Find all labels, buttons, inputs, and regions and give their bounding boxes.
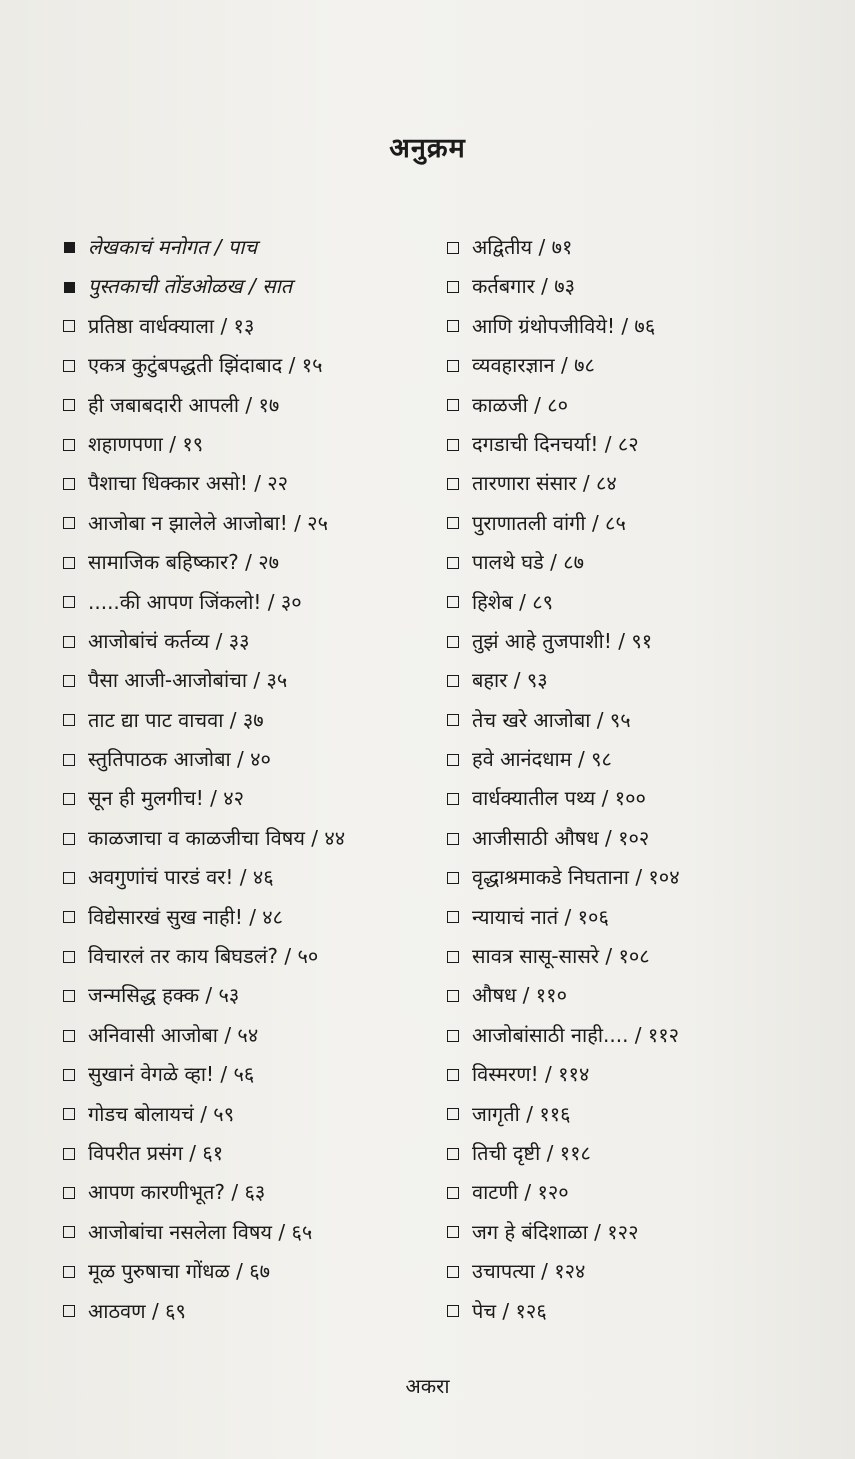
checkbox-square-icon	[447, 399, 459, 411]
contents-entry-text: बहार / ९३	[472, 668, 548, 693]
contents-entry	[62, 976, 442, 1015]
checkbox-square-icon	[447, 320, 459, 332]
contents-entry-text: शहाणपणा / १९	[88, 431, 204, 456]
contents-entry-text: विद्येसारखं सुख नाही! / ४८	[88, 904, 284, 929]
contents-entry-text: पुराणातली वांगी / ८५	[472, 510, 626, 535]
contents-entry	[62, 701, 442, 740]
contents-entry	[62, 267, 442, 306]
checkbox-square-icon	[63, 320, 75, 332]
checkbox-square-icon	[63, 1108, 75, 1120]
contents-entry	[446, 740, 846, 779]
contents-entry	[446, 543, 846, 582]
contents-entry-text: तारणारा संसार / ८४	[472, 471, 617, 496]
checkbox-square-icon	[447, 360, 459, 372]
contents-entry-text: पैसा आजी-आजोबांचा / ३५	[88, 668, 288, 693]
contents-entry	[62, 583, 442, 622]
checkbox-square-icon	[447, 517, 459, 529]
contents-entry	[62, 1292, 442, 1331]
contents-entry	[446, 622, 846, 661]
checkbox-square-icon	[63, 517, 75, 529]
checkbox-square-icon	[447, 754, 459, 766]
contents-entry-text: जन्मसिद्ध हक्क / ५३	[88, 983, 240, 1008]
contents-entry-text: वार्धक्यातील पथ्य / १००	[472, 786, 646, 811]
contents-entry	[446, 386, 846, 425]
contents-entry	[62, 307, 442, 346]
contents-entry-text: विपरीत प्रसंग / ६१	[88, 1140, 224, 1165]
checkbox-square-icon	[63, 675, 75, 687]
contents-entry-text: तेच खरे आजोबा / ९५	[472, 707, 631, 732]
contents-entry-text: आजोबांचा नसलेला विषय / ६५	[88, 1219, 313, 1244]
checkbox-square-icon	[63, 478, 75, 490]
checkbox-square-icon	[447, 636, 459, 648]
contents-entry	[62, 779, 442, 818]
contents-entry-text: हवे आनंदधाम / ९८	[472, 747, 612, 772]
contents-entry	[446, 819, 846, 858]
checkbox-square-icon	[447, 1266, 459, 1278]
contents-entry-text: आपण कारणीभूत? / ६३	[88, 1180, 266, 1205]
contents-entry	[62, 504, 442, 543]
contents-entry	[62, 1095, 442, 1134]
contents-entry-text: अद्वितीय / ७१	[472, 235, 573, 259]
contents-entry-text: .....की आपण जिंकलो! / ३०	[88, 589, 302, 614]
checkbox-square-icon	[447, 911, 459, 923]
page-title: अनुक्रम	[389, 133, 466, 164]
checkbox-square-icon	[447, 557, 459, 569]
checkbox-square-icon	[447, 714, 459, 726]
contents-entry	[62, 228, 442, 267]
contents-entry-text: पालथे घडे / ८७	[472, 550, 585, 575]
contents-entry-text: वृद्धाश्रमाकडे निघताना / १०४	[472, 865, 680, 890]
contents-entry	[62, 1016, 442, 1055]
contents-entry	[446, 661, 846, 700]
contents-entry	[62, 819, 442, 858]
contents-entry-text: तिची दृष्टी / ११८	[472, 1140, 591, 1165]
contents-entry	[446, 583, 846, 622]
contents-entry	[446, 464, 846, 503]
contents-entry	[62, 661, 442, 700]
contents-entry-text: मूळ पुरुषाचा गोंधळ / ६७	[88, 1259, 271, 1284]
contents-column-right	[446, 228, 846, 1331]
filled-square-icon	[64, 282, 75, 293]
contents-entry	[62, 1173, 442, 1212]
contents-entry-text: अनिवासी आजोबा / ५४	[88, 1022, 259, 1047]
checkbox-square-icon	[447, 1305, 459, 1317]
contents-entry	[62, 425, 442, 464]
checkbox-square-icon	[447, 596, 459, 608]
contents-entry	[446, 976, 846, 1015]
checkbox-square-icon	[447, 1148, 459, 1160]
checkbox-square-icon	[447, 793, 459, 805]
checkbox-square-icon	[63, 833, 75, 845]
contents-entry-text: विस्मरण! / ११४	[472, 1062, 590, 1087]
checkbox-square-icon	[63, 754, 75, 766]
checkbox-square-icon	[63, 1226, 75, 1238]
contents-entry-text: वाटणी / १२०	[472, 1180, 569, 1205]
contents-entry-text: न्यायाचं नातं / १०६	[472, 904, 609, 929]
contents-entry-text: पैशाचा धिक्कार असो! / २२	[88, 471, 289, 496]
contents-entry	[446, 1016, 846, 1055]
checkbox-square-icon	[447, 281, 459, 293]
contents-entry-text: प्रतिष्ठा वार्धक्याला / १३	[88, 313, 255, 338]
checkbox-square-icon	[63, 714, 75, 726]
checkbox-square-icon	[63, 557, 75, 569]
checkbox-square-icon	[63, 872, 75, 884]
checkbox-square-icon	[447, 1226, 459, 1238]
checkbox-square-icon	[63, 793, 75, 805]
checkbox-square-icon	[63, 1266, 75, 1278]
contents-entry-text: आजीसाठी औषध / १०२	[472, 825, 650, 850]
contents-entry	[446, 1173, 846, 1212]
contents-entry-text: व्यवहारज्ञान / ७८	[472, 353, 595, 378]
page-number: अकरा	[405, 1374, 450, 1398]
checkbox-square-icon	[63, 1030, 75, 1042]
checkbox-square-icon	[63, 951, 75, 963]
contents-entry-text: आजोबांचं कर्तव्य / ३३	[88, 628, 250, 653]
checkbox-square-icon	[63, 360, 75, 372]
contents-entry	[62, 858, 442, 897]
contents-entry-text: जागृती / ११६	[472, 1101, 571, 1126]
contents-entry	[446, 898, 846, 937]
checkbox-square-icon	[63, 911, 75, 923]
checkbox-square-icon	[447, 242, 459, 254]
contents-entry	[62, 898, 442, 937]
contents-entry	[446, 1213, 846, 1252]
contents-entry-text: सावत्र सासू-सासरे / १०८	[472, 944, 650, 969]
checkbox-square-icon	[447, 990, 459, 1002]
checkbox-square-icon	[63, 1305, 75, 1317]
checkbox-square-icon	[63, 596, 75, 608]
contents-column-left	[62, 228, 442, 1331]
checkbox-square-icon	[447, 872, 459, 884]
checkbox-square-icon	[63, 1187, 75, 1199]
filled-square-icon	[64, 242, 75, 253]
contents-entry-text: हिशेब / ८९	[472, 589, 554, 614]
contents-entry	[446, 701, 846, 740]
contents-entry	[446, 1252, 846, 1291]
contents-entry-text: आजोबांसाठी नाही.... / ११२	[472, 1022, 680, 1047]
checkbox-square-icon	[63, 1069, 75, 1081]
contents-entry-text: उचापत्या / १२४	[472, 1259, 586, 1284]
contents-entry-text: काळजाचा व काळजीचा विषय / ४४	[88, 825, 346, 850]
contents-entry-text: आणि ग्रंथोपजीविये! / ७६	[472, 313, 656, 338]
checkbox-square-icon	[63, 439, 75, 451]
contents-entry	[446, 425, 846, 464]
checkbox-square-icon	[63, 990, 75, 1002]
contents-entry	[446, 858, 846, 897]
contents-entry-text: एकत्र कुटुंबपद्धती झिंदाबाद / १५	[88, 353, 323, 378]
contents-entry-text: दगडाची दिनचर्या! / ८२	[472, 431, 639, 456]
contents-entry-text: सुखानं वेगळे व्हा! / ५६	[88, 1062, 255, 1087]
contents-entry-text: आजोबा न झालेले आजोबा! / २५	[88, 510, 328, 535]
contents-entry	[62, 464, 442, 503]
contents-entry	[62, 346, 442, 385]
contents-entry-text: पुस्तकाची तोंडओळख / सात	[88, 274, 293, 299]
checkbox-square-icon	[447, 478, 459, 490]
contents-entry-text: तुझं आहे तुजपाशी! / ९१	[472, 628, 653, 653]
contents-entry-text: जग हे बंदिशाळा / १२२	[472, 1219, 639, 1244]
checkbox-square-icon	[447, 675, 459, 687]
contents-entry	[62, 740, 442, 779]
contents-entry	[446, 267, 846, 306]
contents-entry	[446, 307, 846, 346]
contents-entry-text: कर्तबगार / ७३	[472, 274, 576, 299]
checkbox-square-icon	[63, 399, 75, 411]
checkbox-square-icon	[447, 1187, 459, 1199]
contents-entry	[62, 1055, 442, 1094]
contents-entry	[446, 1134, 846, 1173]
contents-entry	[446, 228, 846, 267]
checkbox-square-icon	[447, 833, 459, 845]
contents-entry	[62, 543, 442, 582]
contents-entry-text: सून ही मुलगीच! / ४२	[88, 786, 245, 811]
contents-entry	[62, 1213, 442, 1252]
contents-entry-text: पेच / १२६	[472, 1298, 547, 1323]
checkbox-square-icon	[447, 951, 459, 963]
contents-entry	[446, 779, 846, 818]
contents-entry-text: अवगुणांचं पारडं वर! / ४६	[88, 865, 274, 890]
contents-entry-text: काळजी / ८०	[472, 392, 569, 417]
contents-entry-text: गोडच बोलायचं / ५९	[88, 1101, 235, 1126]
contents-entry	[62, 937, 442, 976]
contents-entry	[446, 1095, 846, 1134]
contents-entry-text: विचारलं तर काय बिघडलं? / ५०	[88, 944, 319, 969]
checkbox-square-icon	[447, 1030, 459, 1042]
checkbox-square-icon	[63, 1148, 75, 1160]
contents-entry	[62, 1252, 442, 1291]
contents-entry-text: औषध / ११०	[472, 983, 567, 1008]
contents-entry	[446, 1292, 846, 1331]
contents-entry	[446, 504, 846, 543]
contents-entry-text: ही जबाबदारी आपली / १७	[88, 392, 280, 417]
contents-entry	[62, 622, 442, 661]
contents-entry-text: आठवण / ६९	[88, 1298, 186, 1323]
checkbox-square-icon	[447, 439, 459, 451]
checkbox-square-icon	[447, 1069, 459, 1081]
contents-entry	[446, 346, 846, 385]
contents-entry	[446, 1055, 846, 1094]
contents-entry	[446, 937, 846, 976]
contents-entry	[62, 1134, 442, 1173]
contents-entry-text: लेखकाचं मनोगत / पाच	[88, 235, 258, 259]
checkbox-square-icon	[447, 1108, 459, 1120]
contents-entry-text: ताट द्या पाट वाचवा / ३७	[88, 707, 264, 732]
checkbox-square-icon	[63, 636, 75, 648]
contents-entry-text: सामाजिक बहिष्कार? / २७	[88, 550, 280, 575]
contents-entry	[62, 386, 442, 425]
contents-entry-text: स्तुतिपाठक आजोबा / ४०	[88, 747, 271, 772]
